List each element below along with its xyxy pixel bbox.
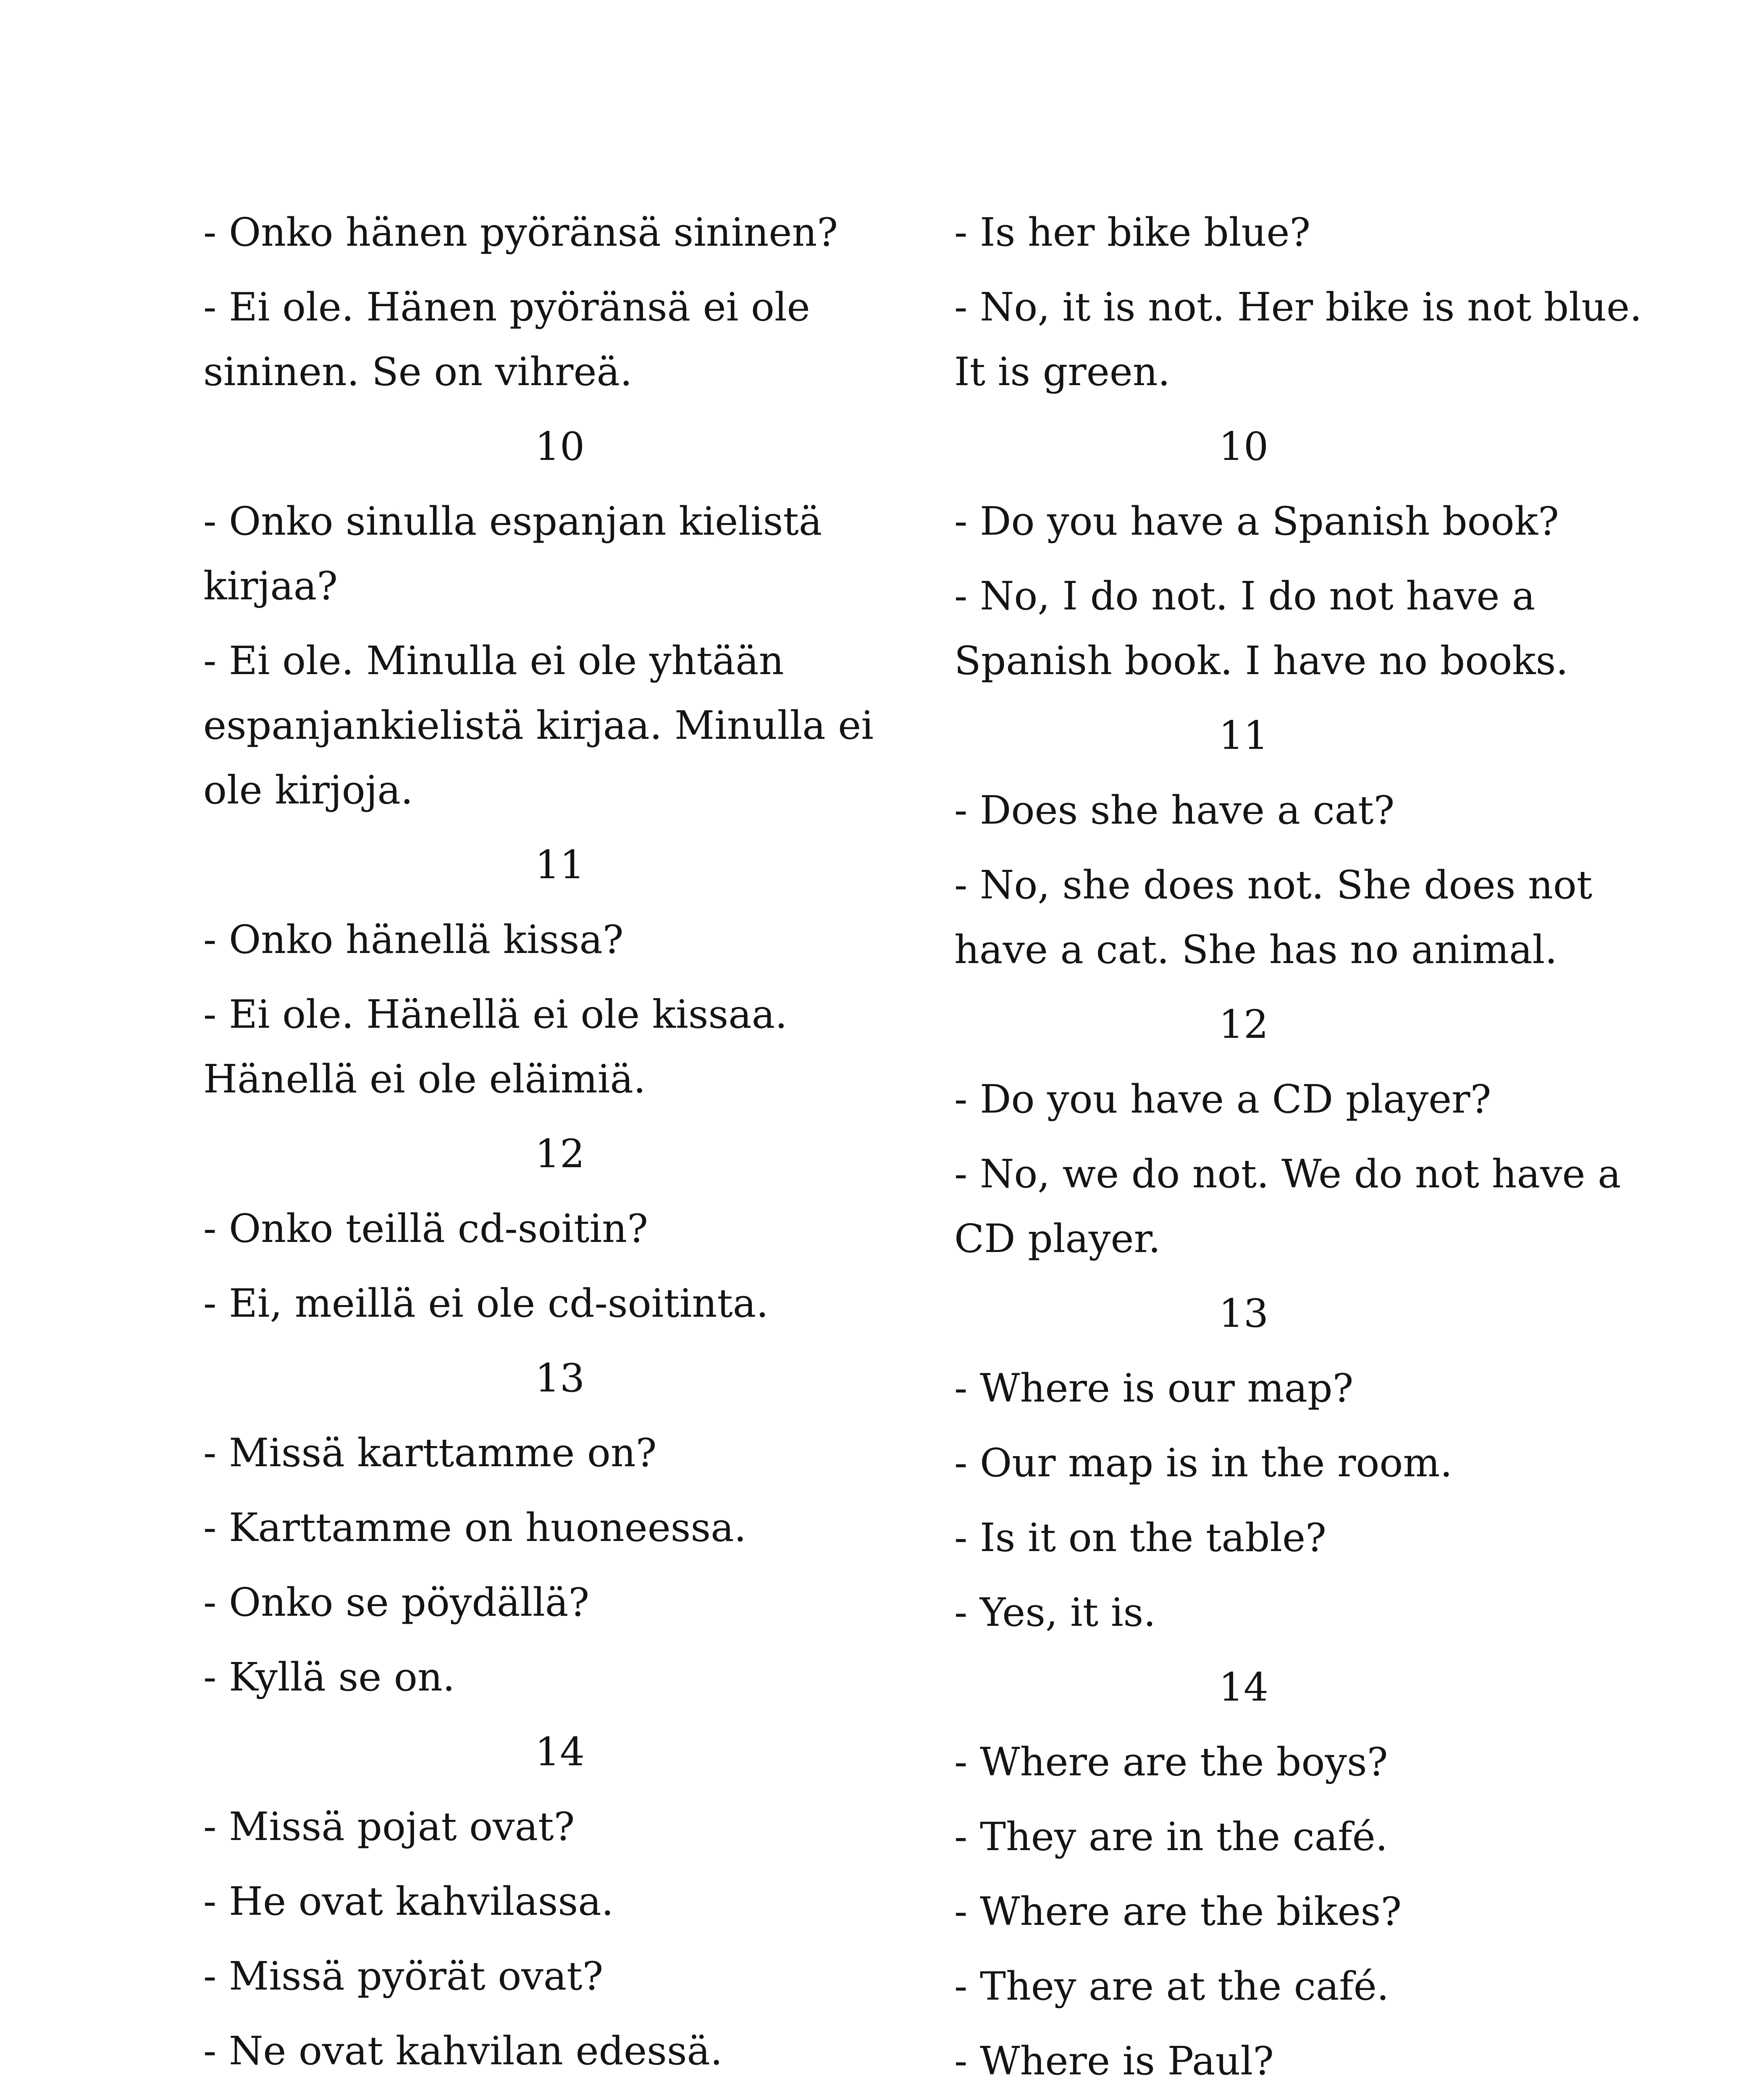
finnish-line: - Missä pyörät ovat? [203,1953,604,1999]
english-line: - Where is Paul? [954,2038,1274,2084]
finnish-line [203,2093,926,2100]
finnish-line: - He ovat kahvilassa. [203,1879,614,1924]
finnish-line: - Onko se pöydällä? [203,1580,590,1625]
section-number: 11 [1218,713,1269,758]
finnish-line: - Ei ole. Hänellä ei ole kissaa. Hänellä ei ole eläimiä. [203,992,788,1102]
section-number: 12 [1218,1002,1269,1047]
finnish-line: - Onko hänen pyöränsä sininen? [203,210,838,255]
finnish-line: - Ei ole. Minulla ei ole yhtään espanjankielistä kirjaa. Minulla ei ole kirjoja. [203,638,874,813]
english-line: - They are at the café. [954,1964,1389,2009]
section-number: 14 [1218,1664,1269,1710]
section-number: 14 [535,1729,585,1774]
section-number: 13 [535,1355,585,1401]
finnish-line: - Kyllä se on. [203,1654,455,1700]
english-line: - They are in the café. [954,1814,1388,1859]
english-line: - Our map is in the room. [954,1440,1453,1486]
finnish-line: - Onko hänellä kissa? [203,917,624,962]
english-line: - Where is our map? [954,1365,1354,1411]
finnish-line: - Onko teillä cd-soitin? [203,1206,648,1251]
finnish-line: - Ne ovat kahvilan edessä. [203,2028,723,2074]
english-column [954,200,1677,2100]
finnish-line: - Ei, meillä ei ole cd-soitinta. [203,1281,769,1326]
section-number: 10 [1218,424,1269,469]
section-number: 11 [535,842,585,887]
section-number: 12 [535,1131,585,1176]
section-number: 10 [535,424,585,469]
finnish-line: - Onko sinulla espanjan kielistä kirjaa? [203,499,822,609]
section-number: 13 [1218,1291,1269,1336]
finnish-line: - Missä karttamme on? [203,1430,657,1475]
english-line: - Do you have a CD player? [954,1076,1491,1122]
english-line: - Where are the boys? [954,1739,1388,1785]
english-line: - Is it on the table? [954,1515,1326,1560]
english-line: - Do you have a Spanish book? [954,499,1559,544]
english-line: - No, it is not. Her bike is not blue. It is green. [954,284,1642,394]
english-line: - Yes, it is. [954,1590,1156,1635]
english-line: - Does she have a cat? [954,788,1395,833]
finnish-line: - Ei ole. Hänen pyöränsä ei ole sininen. Se on vihreä. [203,284,810,394]
finnish-column [203,200,926,2100]
english-line: - No, I do not. I do not have a Spanish book. I have no books. [954,573,1568,683]
english-line: - No, we do not. We do not have a CD player. [954,1151,1621,1261]
english-line: - Where are the bikes? [954,1889,1402,1934]
finnish-line: - Karttamme on huoneessa. [203,1505,747,1550]
english-line: - No, she does not. She does not have a cat. She has no animal. [954,862,1593,972]
english-line: - Is her bike blue? [954,210,1311,255]
finnish-line: - Missä pojat ovat? [203,1804,575,1849]
